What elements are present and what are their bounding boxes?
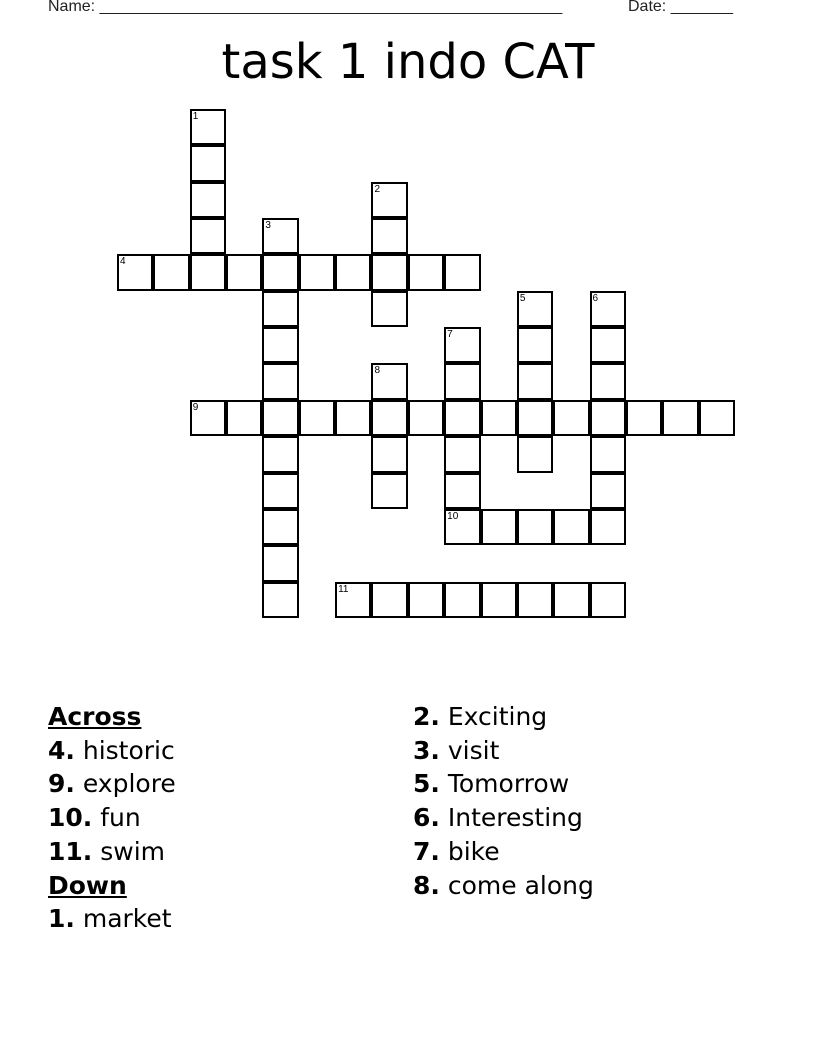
clue-number: 2. <box>413 702 440 731</box>
grid-cell[interactable] <box>226 400 262 436</box>
grid-cell[interactable] <box>299 400 335 436</box>
grid-cell[interactable] <box>590 509 626 545</box>
clue-down-6 <box>413 801 773 835</box>
grid-cell[interactable] <box>371 254 407 290</box>
clue-text: visit <box>447 735 500 765</box>
grid-cell[interactable] <box>590 291 626 327</box>
grid-cell[interactable] <box>444 254 480 290</box>
grid-cell[interactable] <box>262 254 298 290</box>
clue-down-7 <box>413 835 773 869</box>
grid-cell[interactable] <box>408 400 444 436</box>
grid-cell[interactable] <box>190 182 226 218</box>
clue-down-1 <box>48 902 388 936</box>
across-heading: Across <box>48 702 142 731</box>
grid-cell[interactable] <box>481 509 517 545</box>
clue-number: 4. <box>48 735 75 765</box>
clue-number: 3. <box>413 735 440 765</box>
clue-across-4 <box>48 734 388 768</box>
grid-cell[interactable] <box>226 254 262 290</box>
grid-cell[interactable] <box>444 327 480 363</box>
cell-number: 9 <box>192 401 199 413</box>
grid-cell[interactable] <box>371 436 407 472</box>
clue-number: 9. <box>48 769 75 799</box>
grid-cell[interactable] <box>481 400 517 436</box>
clue-text: explore <box>82 769 176 799</box>
grid-cell[interactable] <box>262 582 298 618</box>
grid-cell[interactable] <box>262 473 298 509</box>
grid-cell[interactable] <box>299 254 335 290</box>
clue-across-10 <box>48 801 388 835</box>
cell-number: 4 <box>120 256 126 268</box>
grid-cell[interactable] <box>517 582 553 618</box>
cell-number: 2 <box>374 183 380 195</box>
clue-text: market <box>82 904 172 934</box>
grid-cell[interactable] <box>190 400 226 436</box>
grid-cell[interactable] <box>444 400 480 436</box>
cell-number: 8 <box>374 365 380 377</box>
name-field-label: Name: ____________________________________________________ <box>48 0 563 15</box>
grid-cell[interactable] <box>335 582 371 618</box>
grid-cell[interactable] <box>408 582 444 618</box>
grid-cell[interactable] <box>699 400 735 436</box>
cell-number: 3 <box>265 220 271 232</box>
cell-number: 11 <box>338 583 349 595</box>
clue-text: historic <box>82 735 175 765</box>
grid-cell[interactable] <box>371 218 407 254</box>
grid-cell[interactable] <box>553 509 589 545</box>
grid-cell[interactable] <box>553 582 589 618</box>
grid-cell[interactable] <box>444 473 480 509</box>
grid-cell[interactable] <box>590 327 626 363</box>
grid-cell[interactable] <box>190 145 226 181</box>
clue-number: 7. <box>413 836 440 866</box>
clue-number: 8. <box>413 870 440 900</box>
grid-cell[interactable] <box>553 400 589 436</box>
cell-number: 10 <box>447 510 459 522</box>
grid-cell[interactable] <box>262 436 298 472</box>
grid-cell[interactable] <box>590 400 626 436</box>
clue-text: swim <box>100 836 166 866</box>
grid-cell[interactable] <box>662 400 698 436</box>
grid-cell[interactable] <box>590 582 626 618</box>
grid-cell[interactable] <box>262 291 298 327</box>
grid-cell[interactable] <box>517 291 553 327</box>
clue-down-8 <box>413 869 773 903</box>
grid-cell[interactable] <box>590 436 626 472</box>
clue-down-3 <box>413 734 773 768</box>
grid-cell[interactable] <box>335 400 371 436</box>
clue-text: Exciting <box>447 702 548 731</box>
clue-across-11 <box>48 835 388 869</box>
grid-cell[interactable] <box>517 400 553 436</box>
grid-cell[interactable] <box>408 254 444 290</box>
grid-cell[interactable] <box>371 182 407 218</box>
clue-text: Interesting <box>447 803 583 833</box>
cell-number: 1 <box>192 111 199 122</box>
grid-cell[interactable] <box>371 473 407 509</box>
cell-number: 7 <box>447 329 453 341</box>
grid-cell[interactable] <box>262 218 298 254</box>
down-heading: Down <box>48 870 127 900</box>
clue-text: fun <box>100 803 141 833</box>
grid-cell[interactable] <box>190 109 226 145</box>
clue-number: 10. <box>48 803 93 833</box>
grid-cell[interactable] <box>626 400 662 436</box>
clue-down-5 <box>413 767 773 801</box>
grid-cell[interactable] <box>371 363 407 399</box>
grid-cell[interactable] <box>444 436 480 472</box>
clues-column-right <box>413 700 773 902</box>
clue-text: come along <box>447 870 594 900</box>
grid-cell[interactable] <box>590 363 626 399</box>
grid-cell[interactable] <box>262 363 298 399</box>
grid-cell[interactable] <box>517 327 553 363</box>
grid-cell[interactable] <box>517 509 553 545</box>
grid-cell[interactable] <box>444 509 480 545</box>
page-title: task 1 indo CAT <box>221 34 595 90</box>
grid-cell[interactable] <box>444 582 480 618</box>
clues-column-left <box>48 700 388 936</box>
grid-cell[interactable] <box>262 509 298 545</box>
clue-number: 1. <box>48 904 75 934</box>
grid-cell[interactable] <box>444 363 480 399</box>
grid-cell[interactable] <box>590 473 626 509</box>
clue-text: Tomorrow <box>447 769 570 799</box>
grid-cell[interactable] <box>517 363 553 399</box>
clue-number: 6. <box>413 803 440 833</box>
grid-cell[interactable] <box>117 254 153 290</box>
grid-cell[interactable] <box>153 254 189 290</box>
grid-cell[interactable] <box>481 582 517 618</box>
grid-cell[interactable] <box>371 400 407 436</box>
clue-down-2 <box>413 700 773 734</box>
grid-cell[interactable] <box>262 545 298 581</box>
clue-number: 5. <box>413 769 440 799</box>
clue-across-9 <box>48 767 388 801</box>
grid-cell[interactable] <box>335 254 371 290</box>
clue-text: bike <box>447 836 500 866</box>
date-field-label: Date: _______ <box>628 0 733 15</box>
grid-cell[interactable] <box>517 436 553 472</box>
clue-number: 11. <box>48 836 93 866</box>
grid-cell[interactable] <box>371 582 407 618</box>
grid-cell[interactable] <box>190 218 226 254</box>
cell-number: 6 <box>592 292 599 304</box>
cell-number: 5 <box>519 292 526 304</box>
grid-cell[interactable] <box>262 327 298 363</box>
grid-cell[interactable] <box>262 400 298 436</box>
grid-cell[interactable] <box>190 254 226 290</box>
grid-cell[interactable] <box>371 291 407 327</box>
